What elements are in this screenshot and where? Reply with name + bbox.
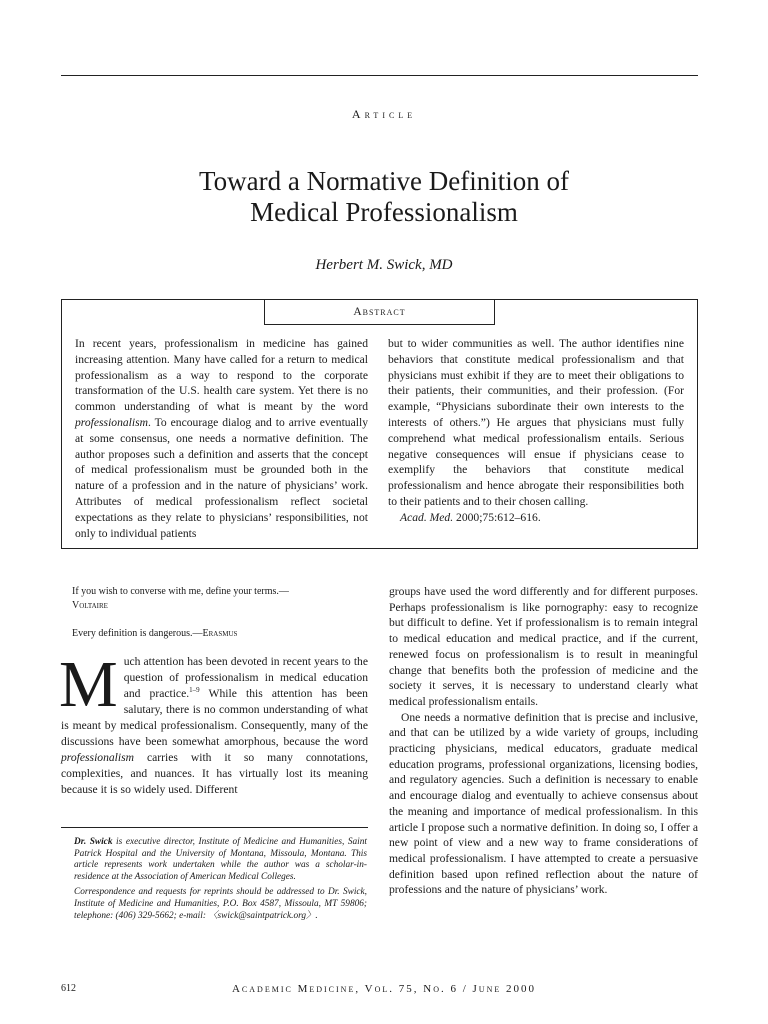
- title-line-2: Medical Professionalism: [250, 197, 518, 227]
- footnote-affiliation: Dr. Swick is executive director, Institute of Medicine and Humanities, Saint Patrick Hospital and the University of Montana, Missoula, Montana. This article represents work undertaken while the author was a scholar-in-residence at the Association of American Medical Colleges.: [74, 837, 367, 882]
- body-right-column: [389, 584, 698, 898]
- footnote-correspondence: Correspondence and requests for reprints should be addressed to Dr. Swick, Institute of Medicine and Humanities, P.O. Box 4587, Missoula, MT 59806; telephone: (406) 329-5662; e-mail: 〈swick@saintpatrick.org〉.: [74, 887, 367, 921]
- abstract-paragraph-left: In recent years, professionalism in medicine has gained increasing attention. Many have called for a return to medical professionalism as a way to respond to the corporate transformation of the U.S. health care system. Yet there is no common understanding of what is meant by the word professionalism. To encourage dialog and to arrive eventually at some consensus, one needs a normative definition. The author proposes such a definition and asserts that the concept of medical professionalism must be grounded both in the nature of a profession and in the nature of physicians’ work. Attributes of medical professionalism reflect societal expectations as they relate to physicians’ responsibilities, not only to individual patients: [75, 337, 368, 540]
- body-paragraph-2: One needs a normative definition that is precise and inclusive, and that can be utilized by a wide variety of groups, including practicing physicians, medical educators, graduate medical education programs, professional organizations, licensing bodies, and regulatory agencies. Such a definition is necessary to enable and encourage dialog and eventually to achieve consensus about the meaning and importance of medical professionalism. In this article I propose such a normative definition. In doing so, I offer a new point of view and a new way to frame considerations of medical professionalism. I have attempted to create a persuasive definition based upon refined reflection about the nature of professions and the nature of physicians’ work.: [389, 710, 698, 897]
- top-rule: [61, 75, 698, 76]
- author-footnote: [61, 827, 368, 926]
- abstract-right-column: [388, 336, 684, 526]
- drop-cap: M: [59, 648, 118, 721]
- title-line-1: Toward a Normative Definition of: [199, 166, 569, 196]
- section-label: Article: [351, 107, 417, 121]
- abstract-label: Abstract: [264, 299, 495, 325]
- epigraph-erasmus: Every definition is dangerous.—Erasmus: [72, 628, 238, 639]
- abstract-box: [61, 299, 698, 549]
- epigraph-voltaire: If you wish to converse with me, define your terms.— Voltaire: [72, 586, 289, 611]
- epigraphs: [72, 585, 366, 641]
- abstract-paragraph-right: but to wider communities as well. The author identifies nine behaviors that constitute medical professionalism and that physicians must exhibit if they are to meet their obligations to their patients, their communities, and their profession. (For example, “Physicians subordinate their own interests to the interests of others.”) He argues that physicians must fully comprehend what medical professionalism entails. Serious negative consequences will ensue if physicians cease to exemplify the behaviors that constitute medical professionalism and hence abrogate their responsibilities both to their patients and to their chosen calling.: [388, 337, 684, 508]
- reference-superscript: 1–9: [189, 686, 200, 695]
- page-number: 612: [61, 983, 76, 994]
- author-byline: Herbert M. Swick, MD: [315, 257, 453, 273]
- article-title: [0, 166, 768, 228]
- intro-paragraph: Much attention has been devoted in recent years to the question of professionalism in medical education and practice.$^{1-9}$ While this attention has been salutary, there is no common understanding of what is meant by medical professionalism. Consequently, many of the discussions have been somewhat amorphous, because the word professionalism carries with it so many connotations, complexities, and nuances. It has virtually lost its meaning because it is so widely used. Different: [59, 648, 368, 796]
- body-left-column: [59, 648, 368, 798]
- body-paragraph-1: groups have used the word differently and for different purposes. Perhaps professionalism is like pornography: easy to recognize but difficult to define. Yet if professionalism is to remain integral to medical education and medical practice, and if the current, renewed focus on professionalism is to result in meaningful change that benefits both the profession of medicine and the society it serves, it is necessary to understand clearly what medical professionalism entails.: [389, 585, 698, 708]
- journal-footer: Academic Medicine, Vol. 75, No. 6 / June 2000: [231, 983, 537, 995]
- abstract-left-column: [75, 336, 368, 541]
- abstract-citation: Acad. Med. 2000;75:612–616.: [400, 510, 541, 524]
